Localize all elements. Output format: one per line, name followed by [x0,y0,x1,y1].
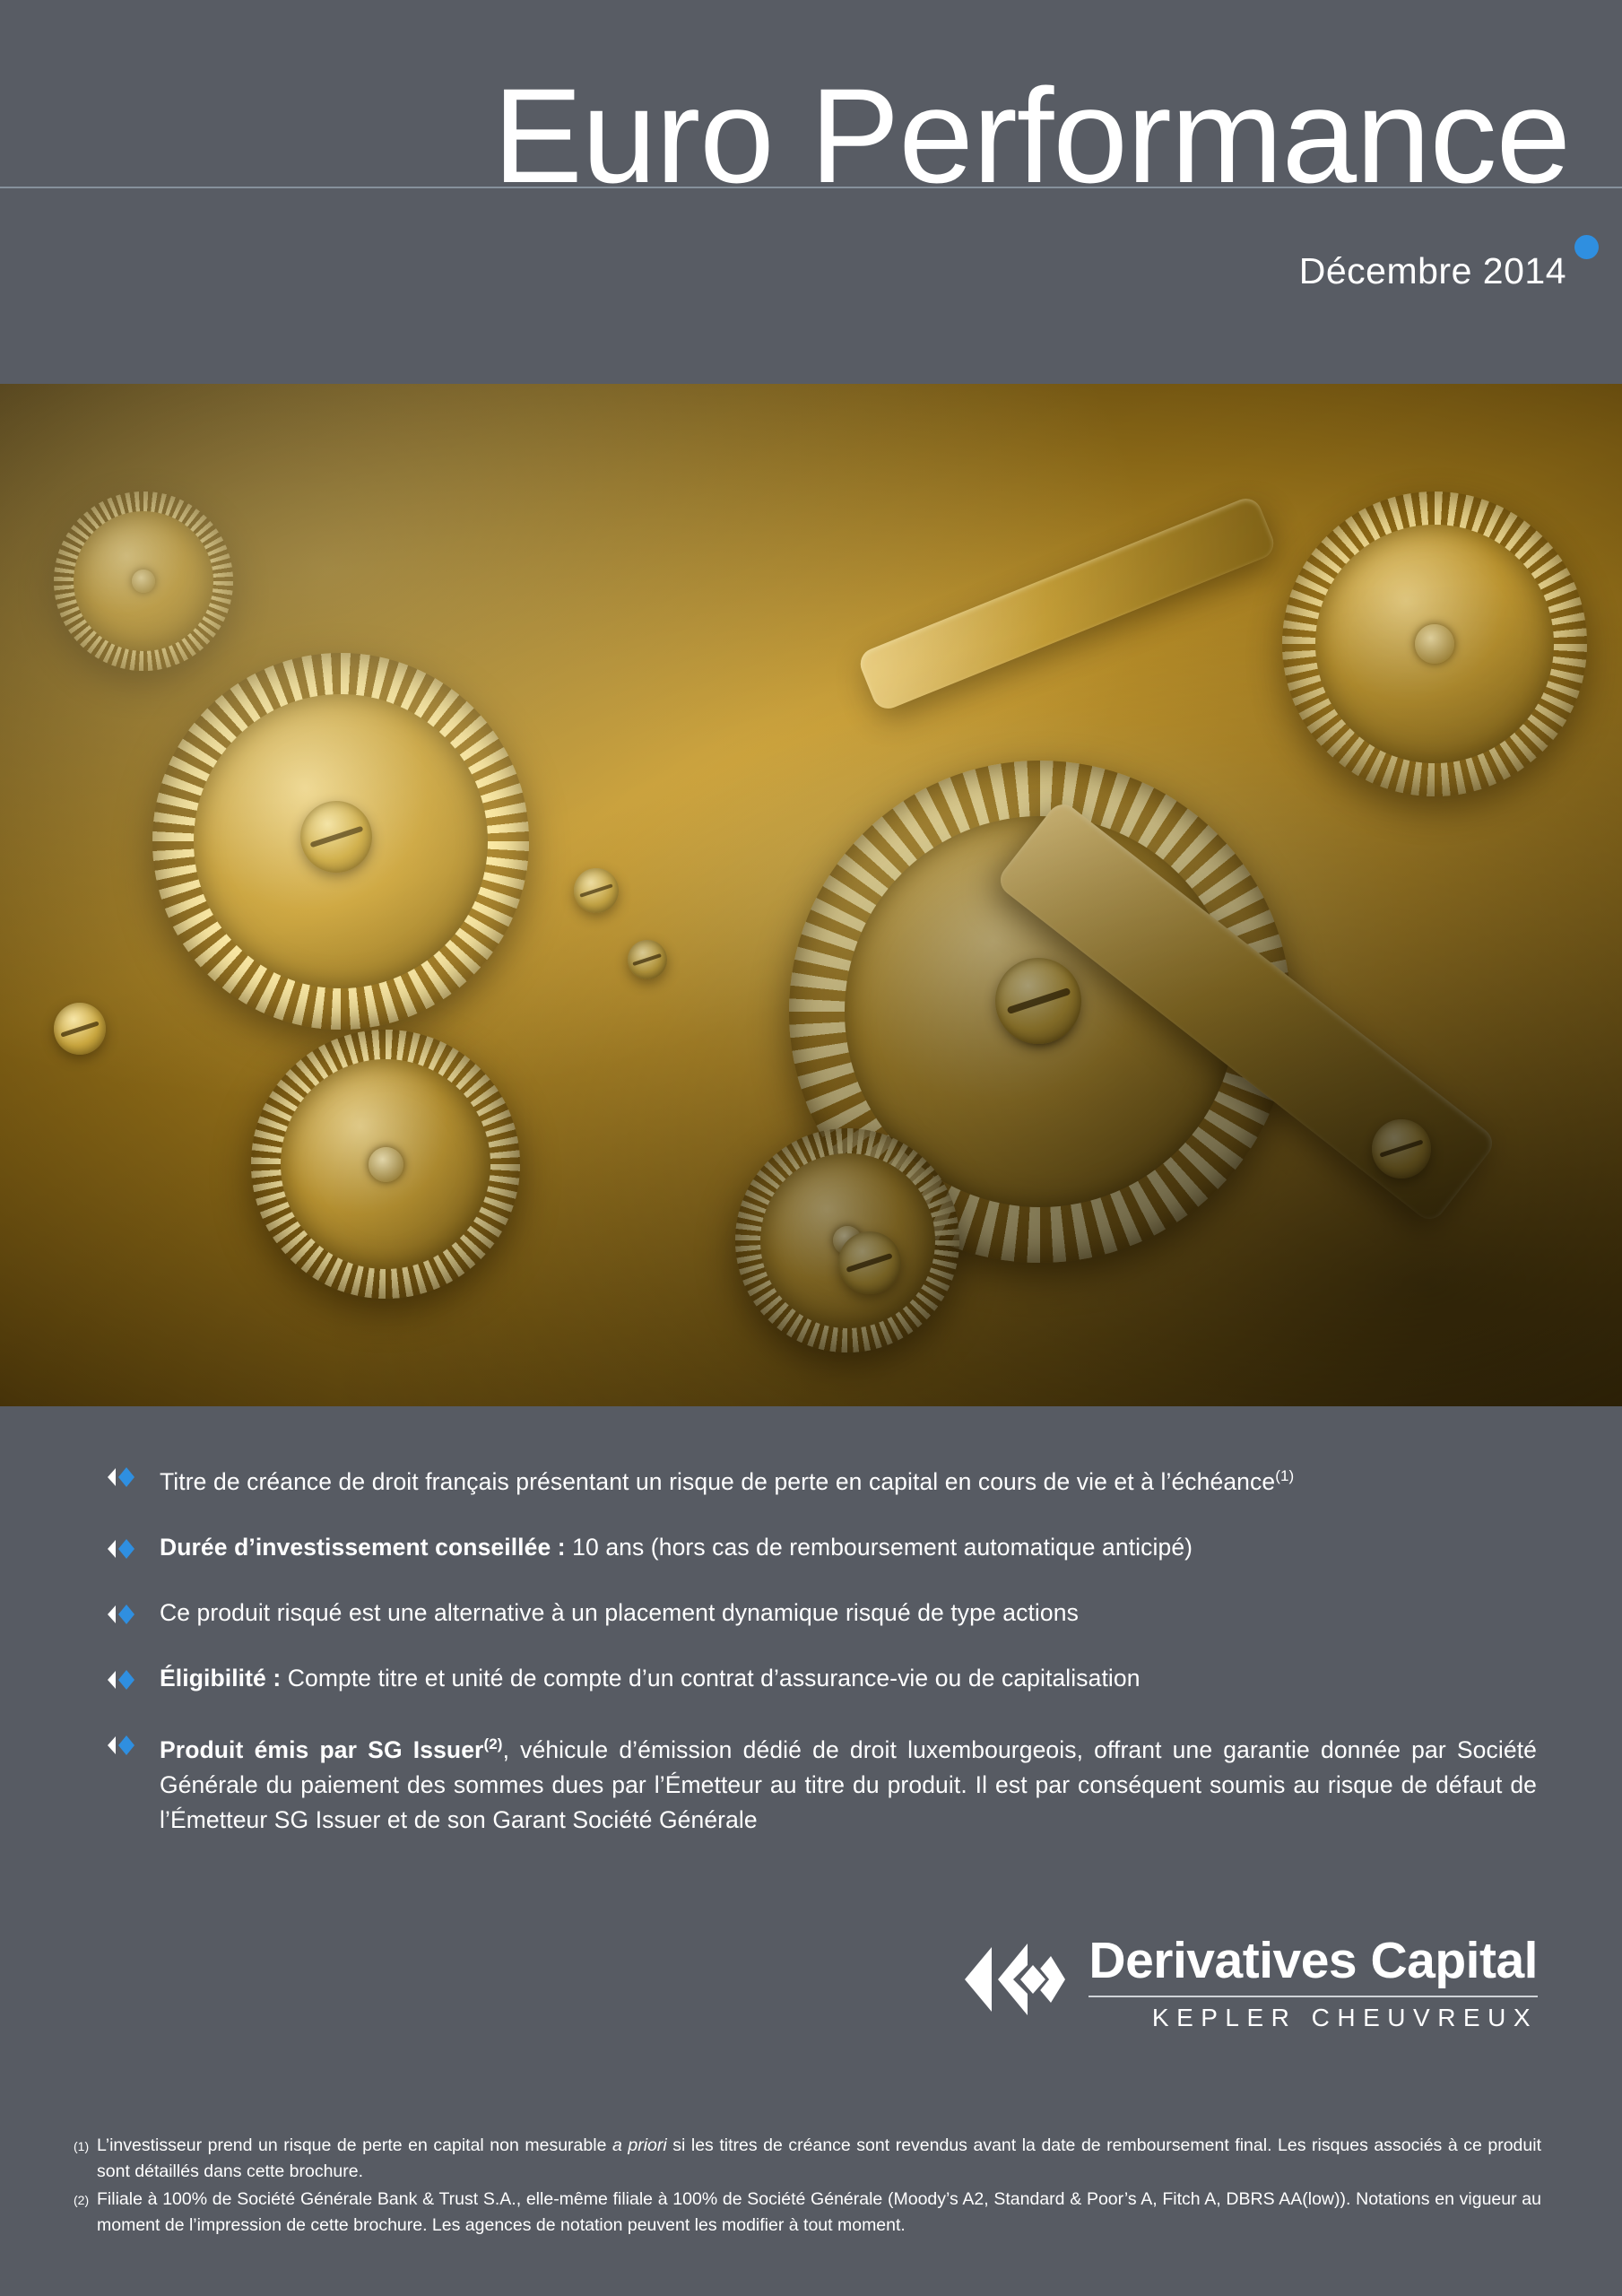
brand-subtitle: KEPLER CHEUVREUX [1151,2003,1538,2031]
footnote-1-italic: a priori [612,2135,667,2155]
footnote-1-mark: (1) [74,2139,90,2153]
footnote-2-mark: (2) [74,2193,90,2207]
list-item [108,1661,1537,1696]
brand-logo [965,1924,1538,2040]
bullet-4-label: Éligibilité : [160,1664,282,1692]
list-item-text [160,1661,1141,1696]
cover-header [0,0,1622,384]
bullet-4-text: Compte titre et unité de compte d’un contrat d’assurance-vie ou de capitalisation [281,1664,1141,1692]
footnote-2 [74,2187,1541,2239]
footnote-2-body: Filiale à 100% de Société Générale Bank & Trust S.A., elle-même filiale à 100% de Société Générale (Moody’s A2, Standard & Poor’s A, Fitch A, DBRS AA(low)). Notations en vigueur au moment de l’impression de cette brochure. Les agences de notation peuvent les modifier à tout moment. [97,2189,1541,2235]
footnote-1-post: si les titres de créance sont revendus avant la date de remboursement final. Les risques associés à ce produit sont détaillés dans cette brochure. [97,2135,1541,2181]
double-diamond-bullet-icon [108,1535,160,1562]
list-item-text [160,1458,1294,1500]
logo-divider [1089,1996,1538,1997]
key-features-list [0,1406,1622,1838]
page-title: Euro Performance [492,60,1570,211]
list-item-text [160,1596,1079,1631]
double-diamond-bullet-icon [108,1666,160,1693]
publication-date: Décembre 2014 [1298,250,1566,291]
double-diamond-bullet-icon [108,1732,160,1759]
footnotes [74,2133,1541,2240]
bullet-5-label: Produit émis par SG Issuer [160,1735,484,1763]
list-item [108,1458,1537,1500]
footnote-1-pre: L’investisseur prend un risque de perte en capital non mesurable [97,2135,612,2155]
bullet-1-text: Titre de créance de droit français présentant un risque de perte en capital en cours de vie et à l’échéance [160,1467,1276,1495]
list-item [108,1530,1537,1565]
bullet-1-footnote-ref: (1) [1275,1467,1295,1484]
double-diamond-bullet-icon [108,1601,160,1628]
list-item [108,1726,1537,1838]
list-item [108,1596,1537,1631]
hero-gears-image [0,384,1622,1406]
double-diamond-bullet-icon [108,1464,160,1491]
brand-name: Derivatives Capital [1089,1931,1538,1989]
list-item-text [160,1530,1193,1565]
bullet-3-text: Ce produit risqué est une alternative à un placement dynamique risqué de type actions [160,1598,1079,1626]
bullet-2-text: 10 ans (hors cas de remboursement automatique anticipé) [565,1533,1193,1561]
bullet-5-footnote-ref: (2) [483,1735,503,1752]
kepler-diamond-logo-icon [965,1924,1065,2040]
list-item-text [160,1726,1537,1838]
brand-logo-text [1089,1931,1538,2031]
bullet-5-text: , véhicule d’émission dédié de droit luxembourgeois, offrant une garantie donnée par Société Générale du paiement des sommes dues par l’Émetteur au titre du produit. Il est par conséquent soumis au risque de défaut de l’Émetteur SG Issuer et de son Garant Société Générale [160,1735,1537,1833]
hero-overlay [0,384,1622,1406]
footnote-1 [74,2133,1541,2185]
bullet-2-label: Durée d’investissement conseillée : [160,1533,566,1561]
footnote-1-body [97,2133,1541,2185]
accent-dot-icon [1574,235,1599,259]
